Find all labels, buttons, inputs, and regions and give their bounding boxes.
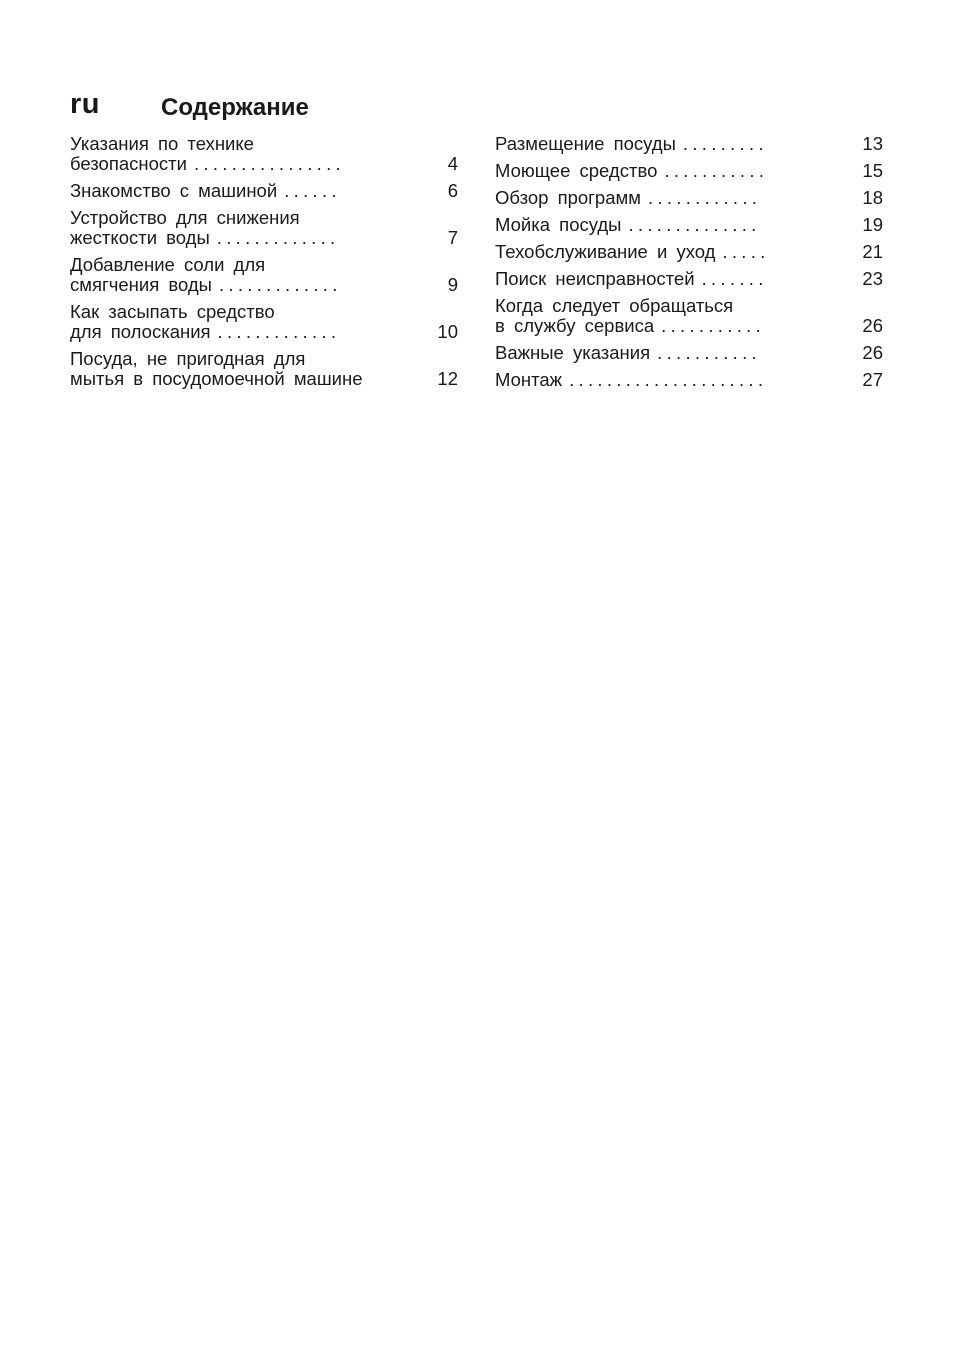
toc-entry [70,208,458,248]
toc-entry-title: Поиск неисправностей [495,268,695,289]
toc-page-number: 13 [862,133,883,154]
toc-page-number: 4 [447,153,458,174]
toc-entry-title: Обзор программ [495,187,641,208]
toc-entry-last-line [495,161,883,181]
toc-dot-leader: ........... [661,315,766,336]
toc-dot-leader: ............ [647,187,762,208]
toc-entry-last-line [495,242,883,262]
toc-dot-leader: ............. [216,227,340,248]
toc-entry [70,255,458,295]
toc-entry-title: Знакомство с машиной [70,180,278,201]
toc-entry-last-line [70,322,458,342]
toc-dot-leader: ...... [284,180,341,201]
toc-entry [495,242,883,262]
language-code: ru [70,88,100,120]
toc-dot-leader: ................ [193,153,345,174]
toc-entry [70,349,458,389]
toc-entry [495,343,883,363]
toc-entry-last-line [70,181,458,201]
toc-page-number: 7 [447,227,458,248]
toc-page-number: 19 [862,214,883,235]
toc-entry-title: для полоскания [70,321,211,342]
toc-entry-last-line [70,369,458,389]
toc-entry-last-line [495,316,883,336]
toc-entry-title: жесткости воды [70,227,210,248]
toc-entry-last-line [495,343,883,363]
toc-page-number: 26 [862,342,883,363]
toc-entry-title: смягчения воды [70,274,212,295]
toc-entry-title: Важные указания [495,342,651,363]
toc-entry-title-line: Посуда, не пригодная для [70,348,306,369]
toc-entry-title: в службу сервиса [495,315,655,336]
toc-dot-leader: ....... [701,268,768,289]
toc-entry-last-line [495,370,883,390]
toc-dot-leader: ..... [722,241,770,262]
toc-dot-leader: ......... [682,133,768,154]
toc-entry [70,181,458,201]
toc-page-number: 21 [862,241,883,262]
toc-entry-last-line [70,154,458,174]
toc-entry-title-line: Добавление соли для [70,254,266,275]
toc-page-number: 15 [862,160,883,181]
toc-entry-title: Мойка посуды [495,214,622,235]
toc-entry [70,134,458,174]
toc-page-number: 27 [862,369,883,390]
toc-dot-leader: ........... [657,342,761,363]
toc-entry-title-line: Как засыпать средство [70,301,275,322]
toc-entry-last-line [495,269,883,289]
toc-entry-title: Техобслуживание и уход [495,241,716,262]
toc-entry-title-line: Устройство для снижения [70,207,300,228]
toc-dot-leader: ........... [664,160,769,181]
toc-entry [495,134,883,154]
toc-entry [70,302,458,342]
toc-entry [495,370,883,390]
toc-entry [495,161,883,181]
toc-entry-last-line [495,134,883,154]
toc-entry-last-line [70,275,458,295]
toc-entry [495,188,883,208]
toc-entry-title: Размещение посуды [495,133,676,154]
toc-entry-last-line [495,215,883,235]
toc-entry-title: Монтаж [495,369,563,390]
toc-entry-last-line [70,228,458,248]
toc-page-number: 23 [862,268,883,289]
toc-page-number: 26 [862,315,883,336]
toc-dot-leader: ..................... [569,369,768,390]
toc-entry-last-line [495,188,883,208]
toc-dot-leader: .............. [628,214,761,235]
toc-entry-title: Моющее средство [495,160,658,181]
toc-page-number: 18 [862,187,883,208]
toc-column-right [495,134,883,397]
toc-page-number: 9 [447,274,458,295]
toc-page-number: 10 [437,321,458,342]
toc-entry [495,215,883,235]
toc-column-left [70,134,458,396]
toc-entry-title-line: Когда следует обращаться [495,295,734,316]
toc-entry [495,296,883,336]
toc-entry-title: мытья в посудомоечной машине [70,368,363,389]
toc-page-number: 6 [447,180,458,201]
toc-entry-title: безопасности [70,153,187,174]
toc-page-number: 12 [437,368,458,389]
toc-entry [495,269,883,289]
toc-dot-leader: ............. [217,321,341,342]
toc-dot-leader: ............. [218,274,342,295]
toc-entry-title-line: Указания по технике [70,133,254,154]
page-title: Содержание [161,94,309,121]
